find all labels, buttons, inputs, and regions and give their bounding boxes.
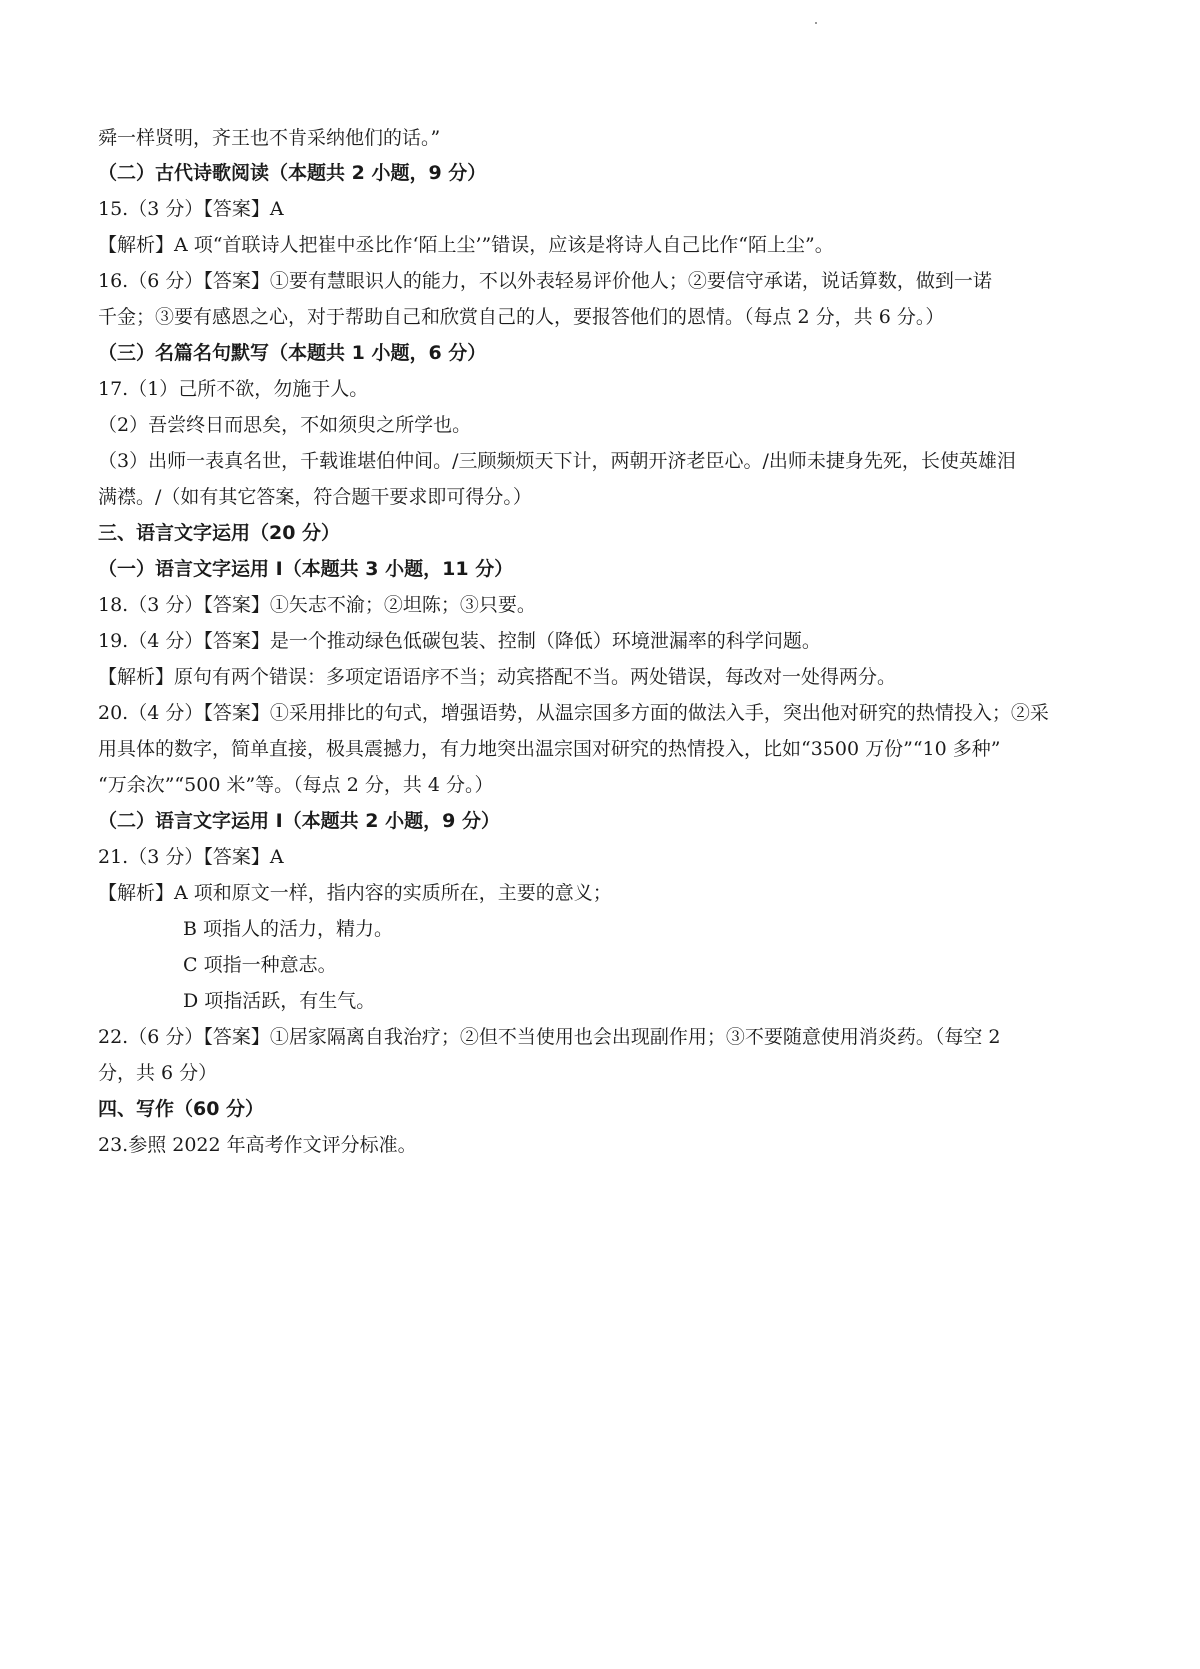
- scan-dot: [815, 22, 817, 24]
- analysis-line: 【解析】A 项“首联诗人把崔中丞比作‘陌上尘’”错误，应该是将诗人自己比作“陌上尘”。: [98, 234, 834, 256]
- answer-line: 18.（3 分）【答案】①矢志不渝；②坦陈；③只要。: [98, 594, 536, 616]
- analysis-line: 【解析】原句有两个错误：多项定语语序不当；动宾搭配不当。两处错误，每改对一处得两分。: [98, 666, 897, 688]
- text-line: 千金；③要有感恩之心，对于帮助自己和欣赏自己的人，要报答他们的恩情。（每点 2 分，共 6 分。）: [98, 306, 945, 328]
- answer-line: 20.（4 分）【答案】①采用排比的句式，增强语势，从温宗国多方面的做法入手，突出他对研究的热情投入；②采: [98, 702, 1049, 724]
- text-line: 用具体的数字，简单直接，极具震撼力，有力地突出温宗国对研究的热情投入，比如“3500 万份”“10 多种”: [98, 738, 1001, 760]
- text-line: 分，共 6 分）: [98, 1062, 218, 1084]
- option-line: B 项指人的活力，精力。: [183, 918, 394, 940]
- option-line: D 项指活跃，有生气。: [183, 990, 376, 1012]
- part-heading: 三、语言文字运用（20 分）: [98, 522, 341, 544]
- answer-line: （2）吾尝终日而思矣，不如须臾之所学也。: [98, 414, 472, 436]
- answer-line: （3）出师一表真名世，千载谁堪伯仲间。/三顾频烦天下计，两朝开济老臣心。/出师未捷身先死，长使英雄泪: [98, 450, 1016, 472]
- answer-line: 21.（3 分）【答案】A: [98, 846, 284, 868]
- section-heading: （二）古代诗歌阅读（本题共 2 小题，9 分）: [98, 162, 487, 184]
- text-line: 舜一样贤明，齐王也不肯采纳他们的话。”: [98, 127, 441, 149]
- section-heading: （一）语言文字运用 I（本题共 3 小题，11 分）: [98, 558, 514, 580]
- answer-line: 15.（3 分）【答案】A: [98, 198, 284, 220]
- answer-line: 23.参照 2022 年高考作文评分标准。: [98, 1134, 417, 1156]
- text-line: “万余次”“500 米”等。（每点 2 分，共 4 分。）: [98, 774, 494, 796]
- answer-line: 19.（4 分）【答案】是一个推动绿色低碳包装、控制（降低）环境泄漏率的科学问题。: [98, 630, 821, 652]
- answer-line: 17.（1）己所不欲，勿施于人。: [98, 378, 369, 400]
- answer-line: 16.（6 分）【答案】①要有慧眼识人的能力，不以外表轻易评价他人；②要信守承诺，说话算数，做到一诺: [98, 270, 992, 292]
- option-line: C 项指一种意志。: [183, 954, 337, 976]
- section-heading: （二）语言文字运用 I（本题共 2 小题，9 分）: [98, 810, 500, 832]
- section-heading: （三）名篇名句默写（本题共 1 小题，6 分）: [98, 342, 487, 364]
- text-line: 满襟。/（如有其它答案，符合题干要求即可得分。）: [98, 486, 532, 508]
- answer-line: 22.（6 分）【答案】①居家隔离自我治疗；②但不当使用也会出现副作用；③不要随意使用消炎药。（每空 2: [98, 1026, 1001, 1048]
- analysis-line: 【解析】A 项和原文一样，指内容的实质所在，主要的意义；: [98, 882, 612, 904]
- part-heading: 四、写作（60 分）: [98, 1098, 265, 1120]
